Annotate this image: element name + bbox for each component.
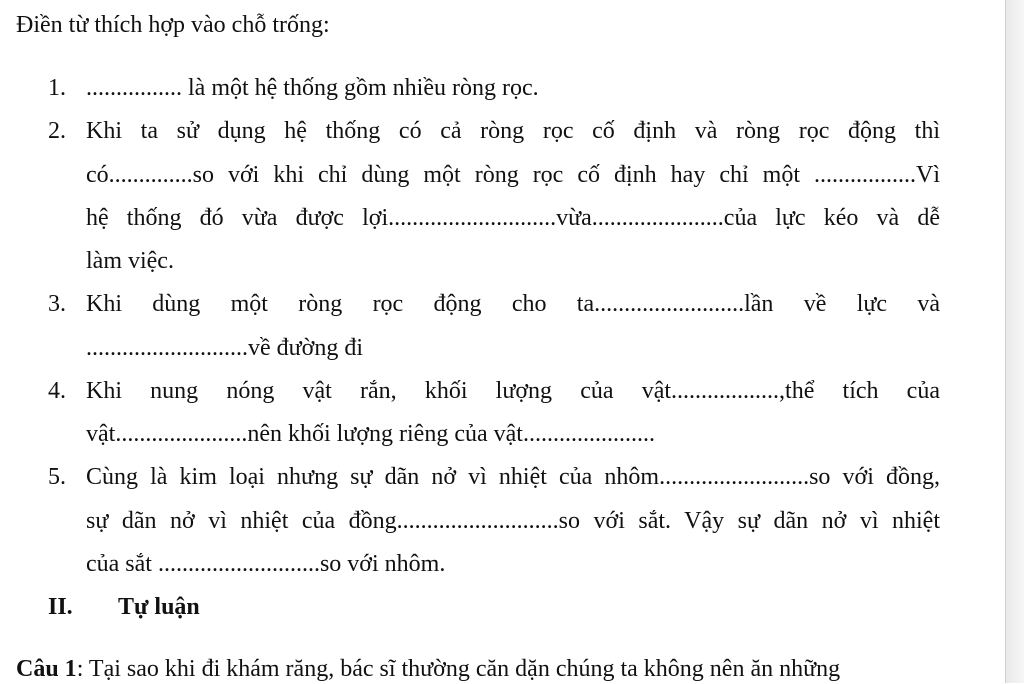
question-text: : Tại sao khi đi khám răng, bác sĩ thường căn dặn chúng ta không nên ăn những	[76, 656, 841, 682]
item-4-line-2: vật......................nên khối lượng riêng của vật......................	[86, 421, 655, 447]
question-1	[16, 654, 840, 684]
item-2-number: 2.	[48, 118, 66, 144]
item-1-number: 1.	[48, 75, 66, 101]
item-5-line-1: Cùng là kim loại nhưng sự dãn nở vì nhiệt của nhôm.........................so với đồng,	[86, 464, 940, 490]
section-roman-numeral: II.	[48, 594, 73, 620]
item-3-line-1: Khi dùng một ròng rọc động cho ta.........................lần về lực và	[86, 291, 940, 317]
item-5-line-2: sự dãn nở vì nhiệt của đồng...........................so với sắt. Vậy sự dãn nở vì nhiệt	[86, 508, 940, 534]
item-1-line-1: ................ là một hệ thống gồm nhiều ròng rọc.	[86, 75, 539, 101]
question-label: Câu 1	[16, 656, 77, 682]
item-2-line-3: hệ thống đó vừa được lợi............................vừa......................của lực kéo và dễ	[86, 205, 940, 231]
item-2-line-2: có..............so với khi chỉ dùng một ròng rọc cố định hay chỉ một .................Vì	[86, 162, 940, 188]
item-4-line-1: Khi nung nóng vật rắn, khối lượng của vật..................,thể tích của	[86, 378, 940, 404]
section-title: Tự luận	[118, 594, 200, 620]
item-5-line-3: của sắt ...........................so với nhôm.	[86, 551, 446, 577]
item-2-line-1: Khi ta sử dụng hệ thống có cả ròng rọc cố định và ròng rọc động thì	[86, 118, 940, 144]
item-3-line-2: ...........................về đường đi	[86, 335, 364, 361]
item-5-number: 5.	[48, 464, 66, 490]
item-4-number: 4.	[48, 378, 66, 404]
item-3-number: 3.	[48, 291, 66, 317]
item-2-line-4: làm việc.	[86, 248, 174, 274]
page-edge-scroll-area[interactable]	[1005, 0, 1024, 683]
instruction-text: Điền từ thích hợp vào chỗ trống:	[16, 12, 330, 38]
